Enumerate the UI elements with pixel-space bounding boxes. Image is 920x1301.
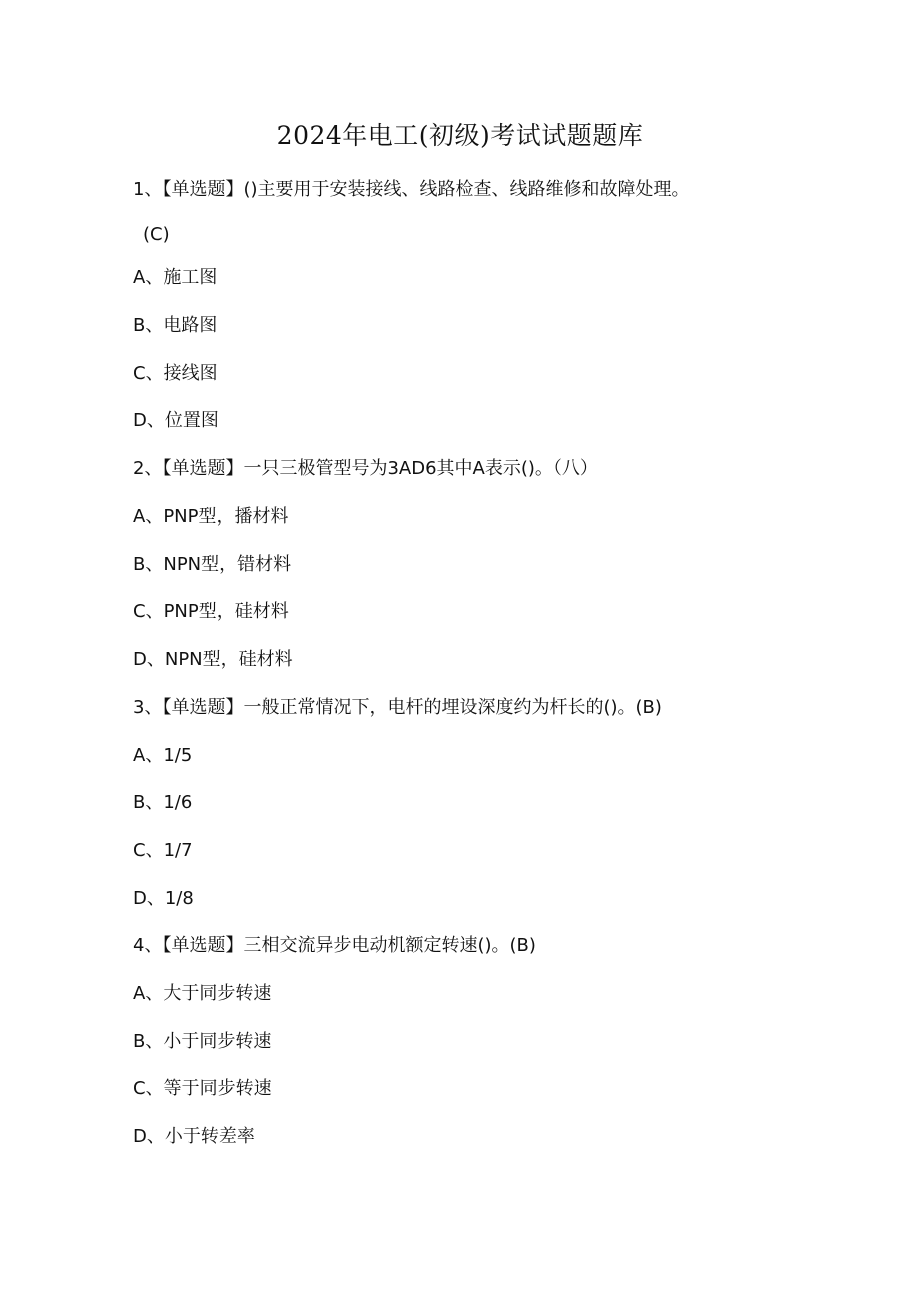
question-2-text: 2、【单选题】一只三极管型号为3AD6其中A表示()。（八） (133, 458, 598, 479)
question-1-answer: (C) (143, 224, 170, 245)
question-1-option-a: A、施工图 (133, 267, 218, 288)
question-3-text: 3、【单选题】一般正常情况下，电杆的埋设深度约为杆长的()。(B) (133, 697, 662, 718)
question-4-option-c: C、等于同步转速 (133, 1078, 272, 1099)
question-1-option-d: D、位置图 (133, 410, 219, 431)
question-4-option-d: D、小于转差率 (133, 1126, 255, 1147)
question-2-option-d: D、NPN型，硅材料 (133, 649, 293, 670)
question-2-option-c: C、PNP型，硅材料 (133, 601, 289, 622)
question-3-option-b: B、1/6 (133, 792, 193, 813)
question-1-text: 1、【单选题】()主要用于安装接线、线路检查、线路维修和故障处理。 (133, 179, 690, 200)
question-2-option-a: A、PNP型，播材料 (133, 506, 289, 527)
question-2-option-b: B、NPN型，错材料 (133, 554, 292, 575)
question-4-option-a: A、大于同步转速 (133, 983, 272, 1004)
question-3-option-d: D、1/8 (133, 888, 194, 909)
question-3-option-c: C、1/7 (133, 840, 193, 861)
question-3-option-a: A、1/5 (133, 745, 193, 766)
question-4-text: 4、【单选题】三相交流异步电动机额定转速()。(B) (133, 935, 536, 956)
document-title: 2024年电工(初级)考试试题题库 (276, 121, 644, 150)
question-1-option-c: C、接线图 (133, 363, 218, 384)
question-4-option-b: B、小于同步转速 (133, 1031, 272, 1052)
question-1-option-b: B、电路图 (133, 315, 218, 336)
